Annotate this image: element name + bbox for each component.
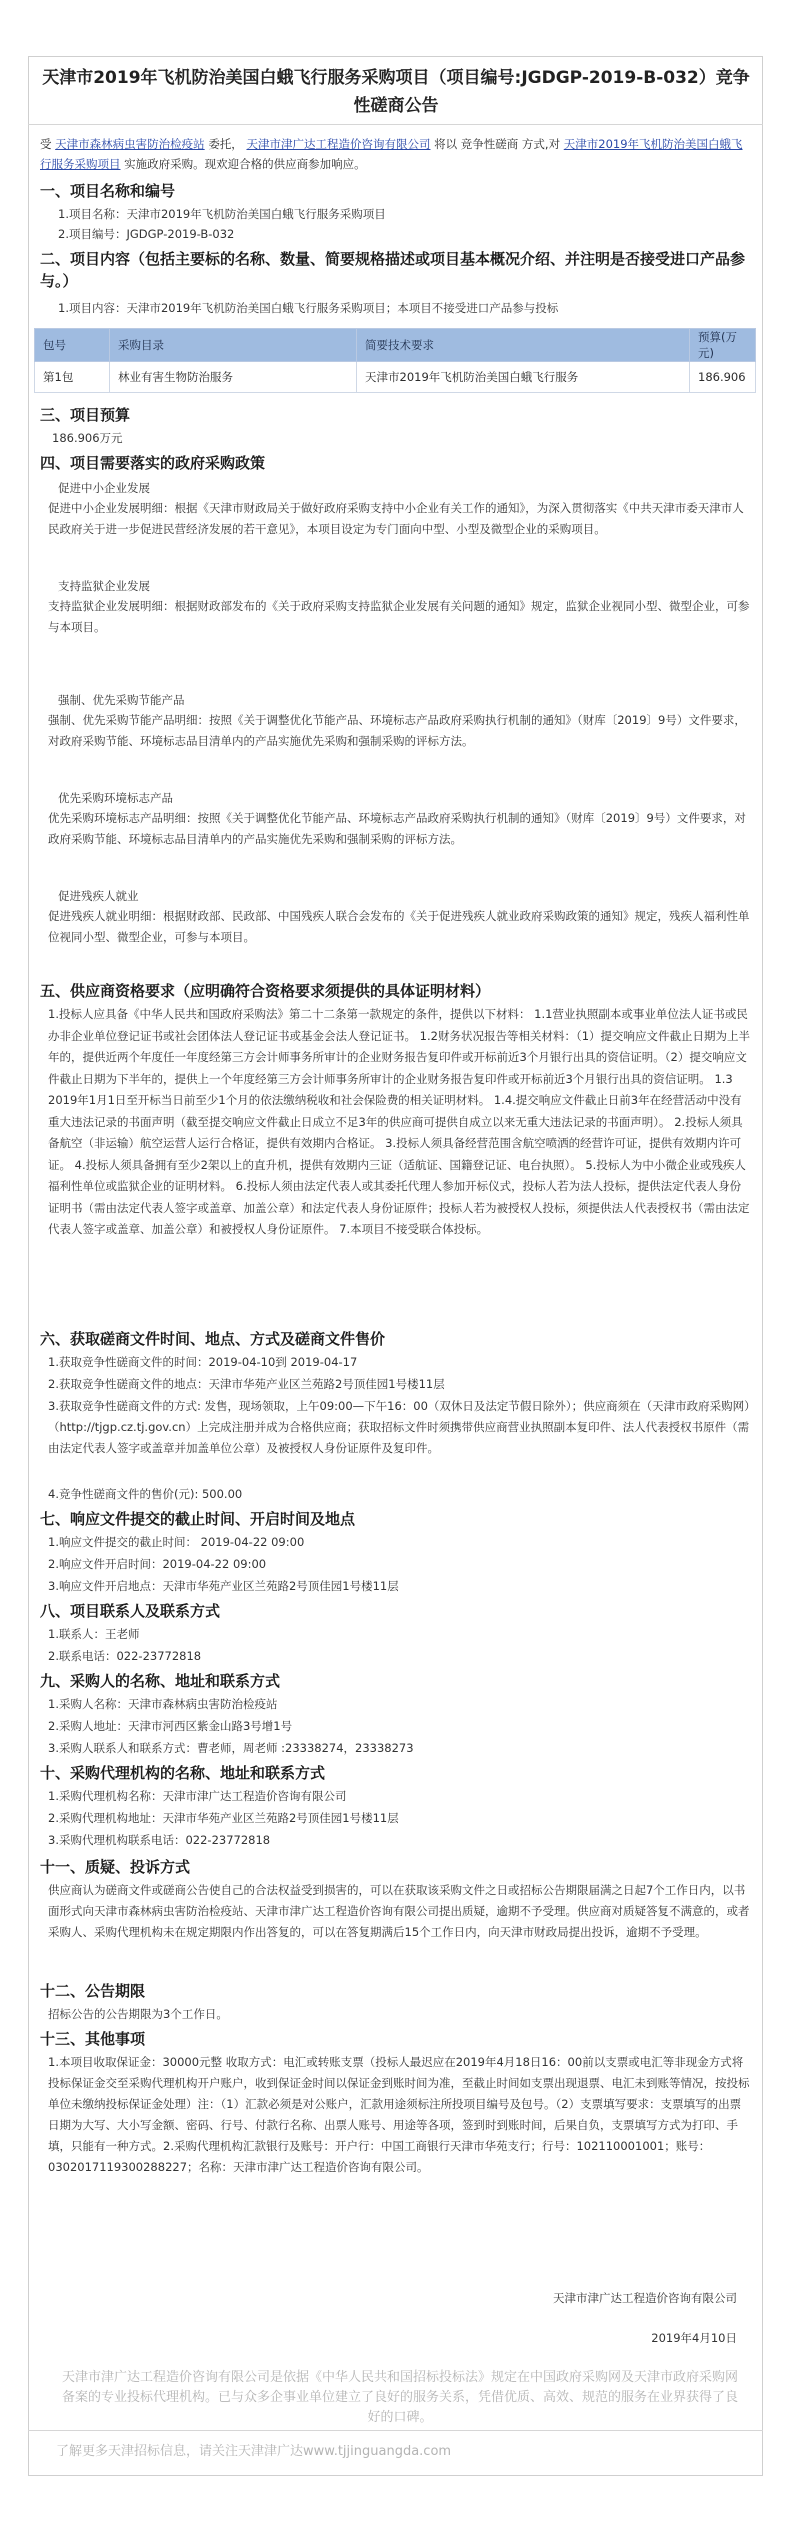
purchaser-link[interactable]: 天津市森林病虫害防治检疫站 — [55, 137, 205, 151]
section-5-heading: 五、供应商资格要求（应明确符合资格要求须提供的具体证明材料） — [40, 982, 491, 1000]
section-4-heading: 四、项目需要落实的政府采购政策 — [40, 454, 266, 472]
policy-text: 优先采购环境标志产品明细：按照《关于调整优化节能产品、环境标志产品政府采购执行机制的通知》（财库〔2019〕9号）文件要求，对政府采购节能、环境标志品目清单内的产品实施优先采购和强制采购的评标方法。 — [48, 811, 746, 846]
project-number-line: 2.项目编号：JGDGP-2019-B-032 — [58, 227, 235, 241]
section-13-heading: 十三、其他事项 — [40, 2030, 146, 2048]
notice-period-line: 招标公告的公告期限为3个工作日。 — [48, 2007, 228, 2021]
budget-amount: 186.906万元 — [52, 431, 123, 445]
qualification-text: 1.投标人应具备《中华人民共和国政府采购法》第二十二条第一款规定的条件，提供以下材料： 1.1营业执照副本或事业单位法人证书或民办非企业单位登记证书或社会团体法人登记证书或基金会法人登记证书。 1.2财务状况报告等相关材料：（1）提交响应文件截止日期为上半年的，提供近两个年度任一年度经第三方会计师事务所审计的企业财务报告复印件或开标前近3个月银行出具的资信证明。（2）提交响应文件截止日期为下半年的，提供上一个年度经第三方会计师事务所审计的企业财务报告复印件或开标前近3个月银行出具的资信证明。 1.3 2019年1月1日至开标当日前至少1个月的依法缴纳税收和社会保险费的相关证明材料。 1.4.提交响应文件截止日前3年在经营活动中没有重大违法记录的书面声明（截至提交响应文件截止日成立不足3年的供应商可提供自成立以来无重大违法记录的书面声明）。 2.投标人须具备航空（非运输）航空运营人运行合格证，提供有效期内合格证。 3.投标人须具备经营范围含航空喷洒的经营许可证，提供有效期内许可证。 4.投标人须具备拥有至少2架以上的直升机，提供有效期内三证（适航证、国籍登记证、电台执照）。 5.投标人为中小微企业或残疾人福利性单位或监狱企业的证明材料。 6.投标人须由法定代表人或其委托代理人参加开标仪式，投标人若为法人投标，提供法定代表人身份证明书（需由法定代表人签字或盖章、加盖公章）和法定代表人身份证原件；投标人若为被授权人投标，须提供法人代表授权书（需由法定代表人签字或盖章、加盖公章）和被授权人身份证原件。 7.本项目不接受联合体投标。 — [48, 1007, 751, 1236]
policy-title: 强制、优先采购节能产品 — [58, 693, 185, 707]
page-title: 天津市2019年飞机防治美国白蛾飞行服务采购项目（项目编号:JGDGP-2019-B-032）竞争性磋商公告 — [42, 68, 750, 116]
section-12-heading: 十二、公告期限 — [40, 1982, 146, 2000]
section-8-heading: 八、项目联系人及联系方式 — [40, 1602, 221, 1620]
policy-text: 促进残疾人就业明细：根据财政部、民政部、中国残疾人联合会发布的《关于促进残疾人就业政府采购政策的通知》规定，残疾人福利性单位视同小型、微型企业，可参与本项目。 — [48, 909, 750, 944]
column-header: 包号 — [35, 329, 110, 362]
purchaser-contact-line: 3.采购人联系人和联系方式：曹老师，周老师 :23338274，23338273 — [48, 1741, 414, 1755]
table-row — [35, 362, 756, 393]
agency-name-line: 1.采购代理机构名称：天津市津广达工程造价咨询有限公司 — [48, 1789, 347, 1803]
purchaser-name-line: 1.采购人名称：天津市森林病虫害防治检疫站 — [48, 1697, 278, 1711]
deadline-line: 1.响应文件提交的截止时间： 2019-04-22 09:00 — [48, 1535, 305, 1549]
budget-table — [34, 328, 756, 393]
other-matters-text: 1.本项目收取保证金：30000元整 收取方式：电汇或转账支票（投标人最迟应在2019年4月18日16：00前以支票或电汇等非现金方式将投标保证金交至采购代理机构开户账户，收到保证金时间以保证金到账时间为准，至截止时间如支票出现退票、电汇未到账等情况，按投标单位未缴纳投标保证金处理）注：（1）汇款必须是对公账户，汇款用途须标注所投项目编号及包号。（2）支票填写要求：支票填写的出票日期为大写、大小写金额、密码、行号、付款行名称、出票人账号、用途等各项，签到时到账时间，后果自负，支票填写方式为打印、手填，只能有一种方式。2.采购代理机构汇款银行及账号：开户行：中国工商银行天津市华苑支行；行号：102110001001；账号：0302017119300288227；名称：天津市津广达工程造价咨询有限公司。 — [48, 2055, 750, 2174]
column-header: 预算(万元) — [690, 329, 756, 362]
opening-time-line: 2.响应文件开启时间：2019-04-22 09:00 — [48, 1557, 267, 1571]
table-cell: 第1包 — [35, 362, 110, 393]
agency-phone-line: 3.采购代理机构联系电话：022-23772818 — [48, 1833, 271, 1847]
section-6-heading: 六、获取磋商文件时间、地点、方式及磋商文件售价 — [40, 1330, 386, 1348]
project-link[interactable]: 天津市2019年飞机防治美国白蛾飞行服务采购项目 — [40, 137, 743, 171]
complaint-text: 供应商认为磋商文件或磋商公告使自己的合法权益受到损害的，可以在获取该采购文件之日或招标公告期限届满之日起7个工作日内，以书面形式向天津市森林病虫害防治检疫站、天津市津广达工程造价咨询有限公司提出质疑，逾期不予受理。供应商对质疑答复不满意的，或者采购人、采购代理机构未在规定期限内作出答复的，可以在答复期满后15个工作日内，向天津市财政局提出投诉，逾期不予受理。 — [48, 1883, 750, 1939]
column-header: 简要技术要求 — [357, 329, 690, 362]
obtain-method-line: 3.获取竞争性磋商文件的方式: 发售，现场领取，上午09:00—下午16：00（双休日及法定节假日除外）；供应商须在（天津市政府采购网）（http://tjgp.cz.tj.gov.cn）上完成注册并成为合格供应商；获取招标文件时须携带供应商营业执照副本复印件、法人代表授权书原件（需由法定代表人签字或盖章并加盖单位公章）及被授权人身份证原件及复印件。 — [48, 1399, 750, 1455]
section-9-heading: 九、采购人的名称、地址和联系方式 — [40, 1672, 281, 1690]
project-name-line: 1.项目名称：天津市2019年飞机防治美国白蛾飞行服务采购项目 — [58, 207, 386, 221]
intro-text-2: 委托， — [208, 137, 243, 151]
table-cell: 天津市2019年飞机防治美国白蛾飞行服务 — [357, 362, 690, 393]
obtain-place-line: 2.获取竞争性磋商文件的地点：天津市华苑产业区兰苑路2号顶佳园1号楼11层 — [48, 1377, 445, 1391]
table-cell: 186.906 — [690, 362, 756, 393]
policy-text: 支持监狱企业发展明细：根据财政部发布的《关于政府采购支持监狱企业发展有关问题的通知》规定，监狱企业视同小型、微型企业，可参与本项目。 — [48, 599, 750, 634]
agency-link[interactable]: 天津市津广达工程造价咨询有限公司 — [246, 137, 431, 151]
intro-text-1: 受 — [40, 137, 52, 151]
policy-text: 强制、优先采购节能产品明细：按照《关于调整优化节能产品、环境标志产品政府采购执行机制的通知》（财库〔2019〕9号）文件要求，对政府采购节能、环境标志品目清单内的产品实施优先采购和强制采购的评标方法。 — [48, 713, 746, 748]
column-header: 采购目录 — [110, 329, 357, 362]
section-3-heading: 三、项目预算 — [40, 406, 131, 424]
intro-paragraph — [40, 134, 752, 174]
policy-title: 支持监狱企业发展 — [58, 579, 150, 593]
contact-person-line: 1.联系人：王老师 — [48, 1627, 140, 1641]
opening-place-line: 3.响应文件开启地点：天津市华苑产业区兰苑路2号顶佳园1号楼11层 — [48, 1579, 399, 1593]
section-1-heading: 一、项目名称和编号 — [40, 182, 176, 200]
title-divider — [28, 124, 763, 125]
table-cell: 林业有害生物防治服务 — [110, 362, 357, 393]
purchaser-address-line: 2.采购人地址：天津市河西区紫金山路3号增1号 — [48, 1719, 293, 1733]
section-10-heading: 十、采购代理机构的名称、地址和联系方式 — [40, 1764, 326, 1782]
footer-divider — [28, 2430, 763, 2431]
intro-text-4: 实施政府采购。现欢迎合格的供应商参加响应。 — [124, 157, 366, 171]
section-2-heading: 二、项目内容（包括主要标的名称、数量、简要规格描述或项目基本概况介绍、并注明是否接受进口产品参与。） — [40, 250, 746, 290]
table-header-row — [35, 329, 756, 362]
section-11-heading: 十一、质疑、投诉方式 — [40, 1858, 191, 1876]
agency-address-line: 2.采购代理机构地址：天津市华苑产业区兰苑路2号顶佳园1号楼11层 — [48, 1811, 399, 1825]
policy-text: 促进中小企业发展明细：根据《天津市财政局关于做好政府采购支持中小企业有关工作的通知》，为深入贯彻落实《中共天津市委天津市人民政府关于进一步促进民营经济发展的若干意见》，本项目设定为专门面向中型、小型及微型企业的采购项目。 — [48, 501, 744, 536]
policy-title: 促进中小企业发展 — [58, 481, 150, 495]
obtain-time-line: 1.获取竞争性磋商文件的时间：2019-04-10到 2019-04-17 — [48, 1355, 358, 1369]
document-price-line: 4.竞争性磋商文件的售价(元): 500.00 — [48, 1487, 243, 1501]
footer-more-link[interactable]: 了解更多天津招标信息，请关注天津津广达www.tjjinguangda.com — [56, 2444, 452, 2459]
intro-text-3: 将以 竞争性磋商 方式,对 — [434, 137, 561, 151]
footer-description: 天津市津广达工程造价咨询有限公司是依据《中华人民共和国招标投标法》规定在中国政府采购网及天津市政府采购网备案的专业投标代理机构。已与众多企事业单位建立了良好的服务关系，凭借优质、高效、规范的服务在业界获得了良好的口碑。 — [61, 2370, 738, 2425]
section-7-heading: 七、响应文件提交的截止时间、开启时间及地点 — [40, 1510, 356, 1528]
project-content-line: 1.项目内容：天津市2019年飞机防治美国白蛾飞行服务采购项目；本项目不接受进口产品参与投标 — [58, 301, 559, 315]
contact-phone-line: 2.联系电话：022-23772818 — [48, 1649, 202, 1663]
signature-org: 天津市津广达工程造价咨询有限公司 — [553, 2291, 737, 2305]
signature-date: 2019年4月10日 — [651, 2331, 737, 2345]
policy-title: 优先采购环境标志产品 — [58, 791, 173, 805]
policy-title: 促进残疾人就业 — [58, 889, 139, 903]
